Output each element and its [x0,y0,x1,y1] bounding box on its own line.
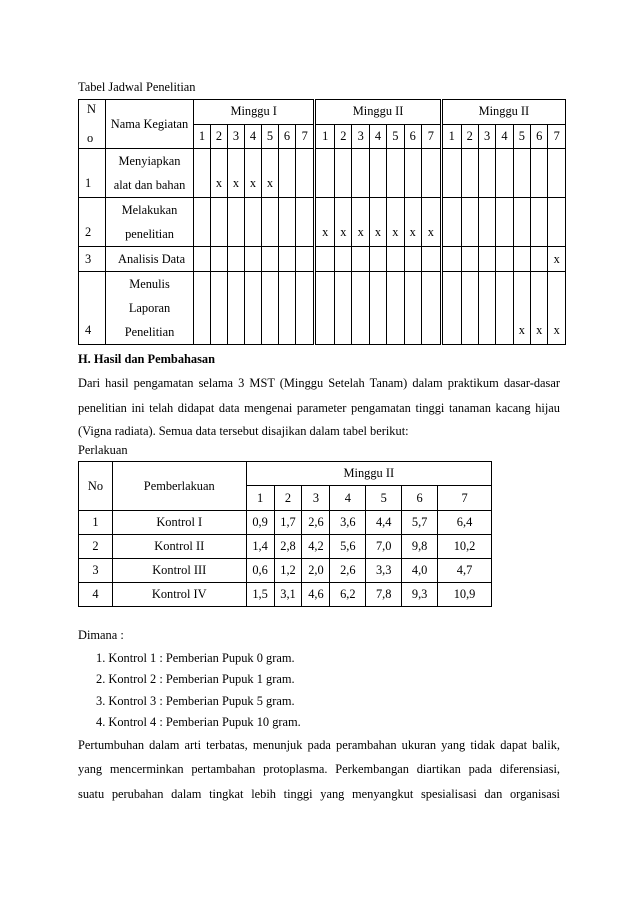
schedule-mark-cell: x [211,149,228,198]
schedule-mark-cell [531,247,548,272]
schedule-mark-cell [335,149,352,198]
schedule-mark-cell [441,272,461,345]
results-day-cell: 5 [366,486,402,511]
activity-name-line: penelitian [125,227,174,241]
schedule-mark-cell [478,149,495,198]
schedule-mark-cell [352,247,369,272]
activity-name-line: alat dan bahan [113,178,186,192]
schedule-mark-cell: x [335,198,352,247]
schedule-mark-cell [441,149,461,198]
activity-name [106,149,194,198]
results-row [79,583,492,607]
results-value-cell: 6,2 [330,583,366,607]
schedule-mark-cell [315,247,335,272]
results-value-cell: 4,0 [402,559,438,583]
schedule-mark-cell [496,247,513,272]
schedule-title: Tabel Jadwal Penelitian [78,80,196,94]
activity-name-line: Menulis [129,277,170,291]
results-value-cell: 7,8 [366,583,402,607]
results-value-cell: 1,4 [246,535,274,559]
legend-item: 3. Kontrol 3 : Pemberian Pupuk 5 gram. [96,694,295,708]
day-cell: 1 [315,124,335,149]
schedule-mark-cell: x [228,149,245,198]
schedule-mark-cell: x [513,272,530,345]
activity-name [106,247,194,272]
results-value-cell: 3,6 [330,511,366,535]
schedule-mark-cell [211,198,228,247]
closing-line: Pertumbuhan dalam arti terbatas, menunjuk pada perambahan ukuran yang tidak dapat balik, [78,738,560,752]
schedule-mark-cell [296,149,315,198]
activity-name [106,198,194,247]
schedule-mark-cell [194,272,211,345]
schedule-mark-cell [513,198,530,247]
schedule-mark-cell [279,247,296,272]
schedule-mark-cell [279,149,296,198]
results-value-cell: 0,6 [246,559,274,583]
schedule-mark-cell [548,198,566,247]
day-cell: 7 [548,124,566,149]
schedule-mark-cell [513,247,530,272]
day-cell: 4 [496,124,513,149]
schedule-mark-cell [262,247,279,272]
day-cell: 2 [461,124,478,149]
results-value-cell: 9,8 [402,535,438,559]
day-cell: 7 [296,124,315,149]
intro-line: penelitian ini telah didapat data mengenai parameter pengamatan tinggi tanaman kacang hijau [78,401,560,415]
schedule-mark-cell [194,149,211,198]
schedule-mark-cell [441,247,461,272]
schedule-mark-cell [421,272,441,345]
results-day-cell: 7 [438,486,492,511]
results-value-cell: 1,2 [274,559,302,583]
schedule-mark-cell [369,247,386,272]
day-cell: 5 [513,124,530,149]
activity-name-line: Laporan [128,301,171,315]
schedule-mark-cell [461,272,478,345]
schedule-mark-cell [421,149,441,198]
results-header-treatment: Pemberlakuan [112,462,246,511]
results-row [79,559,492,583]
week-header: Minggu II [315,100,441,125]
schedule-mark-cell [531,149,548,198]
row-number: 1 [79,149,106,198]
results-row [79,535,492,559]
schedule-mark-cell [496,198,513,247]
schedule-mark-cell: x [421,198,441,247]
schedule-mark-cell [335,247,352,272]
schedule-mark-cell: x [352,198,369,247]
row-number: 2 [79,198,106,247]
results-value-cell: 6,4 [438,511,492,535]
schedule-row [79,198,566,247]
results-value-cell: 3,1 [274,583,302,607]
schedule-mark-cell [404,149,421,198]
schedule-mark-cell [335,272,352,345]
day-cell: 4 [369,124,386,149]
activity-name-line: Analisis Data [118,252,186,266]
schedule-mark-cell [513,149,530,198]
results-day-cell: 4 [330,486,366,511]
results-value-cell: 5,6 [330,535,366,559]
schedule-mark-cell [478,198,495,247]
schedule-mark-cell [228,247,245,272]
results-value-cell: 4,2 [302,535,330,559]
activity-name-line: Penelitian [124,325,175,339]
schedule-mark-cell [404,247,421,272]
schedule-row [79,247,566,272]
day-cell: 2 [211,124,228,149]
results-value-cell: 9,3 [402,583,438,607]
results-row-number: 4 [79,583,113,607]
schedule-mark-cell [296,272,315,345]
results-value-cell: 1,7 [274,511,302,535]
schedule-mark-cell [478,272,495,345]
schedule-mark-cell: x [387,198,404,247]
results-header-no: No [79,462,113,511]
results-row-number: 2 [79,535,113,559]
results-row [79,511,492,535]
week-header: Minggu II [441,100,565,125]
table-label: Perlakuan [78,443,128,457]
results-value-cell: 10,9 [438,583,492,607]
schedule-mark-cell: x [531,272,548,345]
schedule-mark-cell [461,198,478,247]
schedule-mark-cell [478,247,495,272]
schedule-mark-cell [315,272,335,345]
schedule-mark-cell [211,272,228,345]
day-cell: 5 [387,124,404,149]
results-value-cell: 4,6 [302,583,330,607]
schedule-mark-cell [262,272,279,345]
day-cell: 2 [335,124,352,149]
day-cell: 5 [262,124,279,149]
activity-name [106,272,194,345]
schedule-mark-cell [245,198,262,247]
schedule-mark-cell [211,247,228,272]
results-value-cell: 7,0 [366,535,402,559]
schedule-mark-cell [245,272,262,345]
schedule-mark-cell [387,272,404,345]
results-treatment-name: Kontrol II [112,535,246,559]
legend-item: 4. Kontrol 4 : Pemberian Pupuk 10 gram. [96,715,301,729]
schedule-row [79,272,566,345]
schedule-mark-cell [352,149,369,198]
day-cell: 4 [245,124,262,149]
schedule-mark-cell [404,272,421,345]
schedule-mark-cell [352,272,369,345]
schedule-mark-cell: x [369,198,386,247]
schedule-mark-cell [421,247,441,272]
schedule-mark-cell [369,149,386,198]
results-value-cell: 2,8 [274,535,302,559]
schedule-mark-cell [228,272,245,345]
results-value-cell: 4,4 [366,511,402,535]
schedule-mark-cell [279,272,296,345]
results-row-number: 3 [79,559,113,583]
legend-item: 2. Kontrol 2 : Pemberian Pupuk 1 gram. [96,672,295,686]
schedule-header-name: Nama Kegiatan [106,100,194,149]
schedule-mark-cell [194,247,211,272]
results-value-cell: 10,2 [438,535,492,559]
legend-item: 1. Kontrol 1 : Pemberian Pupuk 0 gram. [96,651,295,665]
activity-name-line: Melakukan [121,203,178,217]
schedule-mark-cell [461,149,478,198]
schedule-mark-cell [245,247,262,272]
schedule-mark-cell [228,198,245,247]
schedule-mark-cell [387,149,404,198]
schedule-mark-cell [496,149,513,198]
schedule-mark-cell: x [315,198,335,247]
results-week-header: Minggu II [246,462,491,486]
results-table [78,461,492,607]
schedule-header-no: N o [79,100,106,149]
schedule-mark-cell [369,272,386,345]
section-heading: H. Hasil dan Pembahasan [78,352,216,366]
schedule-mark-cell [296,198,315,247]
day-cell: 3 [352,124,369,149]
schedule-mark-cell [387,247,404,272]
row-number: 3 [79,247,106,272]
schedule-mark-cell [279,198,296,247]
results-value-cell: 4,7 [438,559,492,583]
schedule-mark-cell [296,247,315,272]
schedule-mark-cell: x [404,198,421,247]
day-cell: 6 [404,124,421,149]
results-day-cell: 1 [246,486,274,511]
results-value-cell: 5,7 [402,511,438,535]
intro-line: Dari hasil pengamatan selama 3 MST (Minggu Setelah Tanam) dalam praktikum dasar-dasar [78,376,560,390]
schedule-mark-cell [441,198,461,247]
schedule-table [78,99,566,345]
day-cell: 6 [531,124,548,149]
schedule-row [79,149,566,198]
schedule-mark-cell [548,149,566,198]
intro-line: (Vigna radiata). Semua data tersebut disajikan dalam tabel berikut: [78,424,409,438]
schedule-mark-cell [461,247,478,272]
results-value-cell: 1,5 [246,583,274,607]
results-value-cell: 2,0 [302,559,330,583]
schedule-mark-cell [496,272,513,345]
legend-label: Dimana : [78,628,124,642]
results-day-cell: 6 [402,486,438,511]
schedule-mark-cell: x [548,247,566,272]
schedule-mark-cell: x [262,149,279,198]
results-value-cell: 2,6 [302,511,330,535]
day-cell: 7 [421,124,441,149]
closing-line: suatu perubahan dalam tingkat lebih tinggi yang menyangkut spesialisasi dan organisasi [78,787,560,801]
day-cell: 3 [478,124,495,149]
closing-line: yang mencerminkan pertambahan protoplasma. Perkembangan diartikan pada diferensiasi, [78,762,560,776]
schedule-mark-cell: x [548,272,566,345]
results-value-cell: 0,9 [246,511,274,535]
schedule-mark-cell [531,198,548,247]
schedule-mark-cell [315,149,335,198]
results-value-cell: 3,3 [366,559,402,583]
results-day-cell: 2 [274,486,302,511]
results-treatment-name: Kontrol I [112,511,246,535]
day-cell: 6 [279,124,296,149]
results-treatment-name: Kontrol III [112,559,246,583]
results-day-cell: 3 [302,486,330,511]
schedule-mark-cell [262,198,279,247]
schedule-mark-cell [194,198,211,247]
schedule-mark-cell: x [245,149,262,198]
results-row-number: 1 [79,511,113,535]
day-cell: 1 [441,124,461,149]
day-cell: 1 [194,124,211,149]
day-cell: 3 [228,124,245,149]
results-value-cell: 2,6 [330,559,366,583]
week-header: Minggu I [194,100,315,125]
results-treatment-name: Kontrol IV [112,583,246,607]
activity-name-line: Menyiapkan [118,154,181,168]
row-number: 4 [79,272,106,345]
